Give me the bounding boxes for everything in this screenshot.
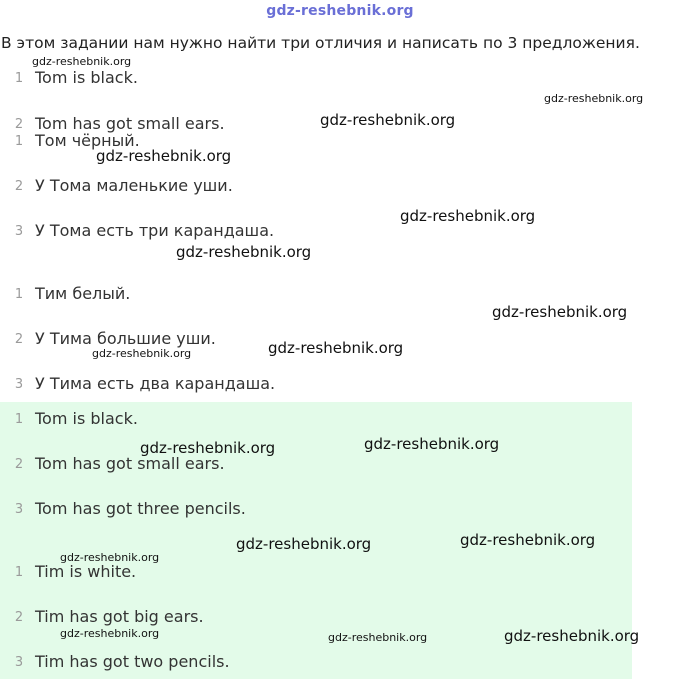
item-number: 1 [14,71,24,86]
watermark: gdz-reshebnik.org [32,55,132,68]
watermark: gdz-reshebnik.org [140,439,276,457]
item-number: 2 [14,117,24,132]
watermark: gdz-reshebnik.org [268,339,404,357]
item-text: Tom has got small ears. [35,114,225,133]
item-number: 1 [14,134,24,149]
item-text: Tim has got big ears. [35,607,204,626]
item-text: Tom has got small ears. [35,454,225,473]
task-intro: В этом задании нам нужно найти три отличия и написать по 3 предложения. [1,34,640,52]
item-number: 1 [14,287,24,302]
item-text: Tom is black. [35,68,138,87]
watermark: gdz-reshebnik.org [504,627,640,645]
item-number: 3 [14,502,24,517]
watermark: gdz-reshebnik.org [328,631,428,644]
item-number: 2 [14,332,24,347]
item-number: 1 [14,565,24,580]
item-text: У Тима большие уши. [35,329,216,348]
item-text: У Тима есть два карандаша. [35,374,276,393]
watermark: gdz-reshebnik.org [364,435,500,453]
item-number: 2 [14,179,24,194]
watermark: gdz-reshebnik.org [96,147,232,165]
watermark: gdz-reshebnik.org [320,111,456,129]
item-text: Tim is white. [35,562,137,581]
item-text: Tom has got three pencils. [35,499,246,518]
watermark: gdz-reshebnik.org [60,627,160,640]
item-text: Тим белый. [35,284,131,303]
clipped-row [0,114,300,133]
item-text: У Тома маленькие уши. [35,176,233,195]
watermark: gdz-reshebnik.org [544,92,644,105]
watermark: gdz-reshebnik.org [492,303,628,321]
site-header[interactable]: gdz-reshebnik.org [266,3,414,19]
item-text: Tom is black. [35,409,138,428]
item-number: 3 [14,224,24,239]
item-text: Том чёрный. [35,131,140,150]
watermark: gdz-reshebnik.org [92,347,192,360]
watermark: gdz-reshebnik.org [460,531,596,549]
item-number: 2 [14,610,24,625]
watermark: gdz-reshebnik.org [176,243,312,261]
watermark: gdz-reshebnik.org [60,551,160,564]
item-number: 2 [14,457,24,472]
item-text: У Тома есть три карандаша. [35,221,275,240]
watermark: gdz-reshebnik.org [400,207,536,225]
watermark: gdz-reshebnik.org [236,535,372,553]
item-number: 3 [14,377,24,392]
item-text: Tim has got two pencils. [35,652,230,671]
item-number: 1 [14,412,24,427]
item-number: 3 [14,655,24,670]
